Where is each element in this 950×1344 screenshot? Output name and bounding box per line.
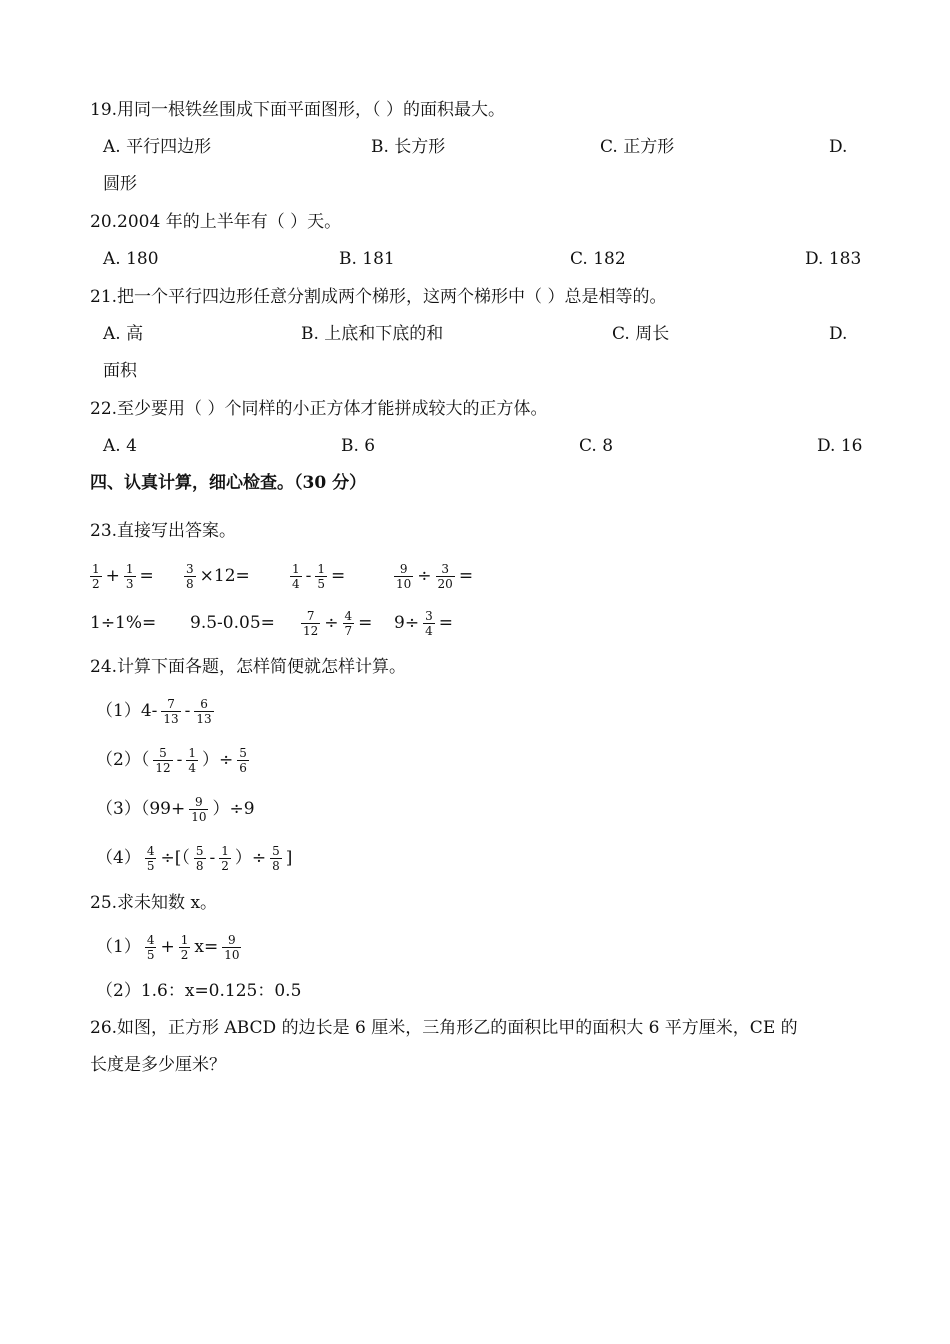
q25-part1: （1） $\frac{4}{5}$ + $\frac{1}{2}$ x= $\frac{9}{10}$ [96, 933, 240, 962]
q20-stem: 20.2004 年的上半年有（ ）天。 [90, 212, 342, 232]
q24-part4: （4） $\frac{4}{5}$ ÷[（ $\frac{5}{8}$ - $\frac{1}{2}$ ）÷ $\frac{5}{8}$ ] [96, 844, 293, 873]
q26-text-line1: 26.如图，正方形 ABCD 的边长是 6 厘米，三角形乙的面积比甲的面积大 6 平方厘米，CE 的 [90, 1018, 798, 1038]
q22-option-a: A. 4 [103, 436, 137, 456]
q20-option-a: A. 180 [103, 249, 159, 269]
q21-option-a: A. 高 [103, 324, 144, 344]
q24-part3: （3）（99+ $\frac{9}{10}$ ）÷9 [96, 795, 255, 824]
q24-part2: （2）（ $\frac{5}{12}$ - $\frac{1}{4}$ ）÷ $\frac{5}{6}$ [96, 746, 247, 775]
q24-part1: （1）4- $\frac{7}{13}$ - $\frac{6}{13}$ [96, 697, 212, 726]
q20-option-c: C. 182 [570, 249, 626, 269]
q19-option-a: A. 平行四边形 [103, 137, 212, 157]
q23-row1-expr3: $\frac{1}{4}$ - $\frac{1}{5}$ = [292, 562, 346, 591]
section-title: 四、认真计算，细心检查。（30 分） [90, 473, 367, 493]
q21-option-c: C. 周长 [612, 324, 670, 344]
q22-option-d: D. 16 [817, 436, 863, 456]
q23-row1-expr1: $\frac{1}{2}$ + $\frac{1}{3}$ = [92, 562, 154, 591]
q20-option-b: B. 181 [339, 249, 395, 269]
q23-row1-expr2: $\frac{3}{8}$ ×12= [186, 562, 250, 591]
q20-option-d: D. 183 [805, 249, 862, 269]
q23-row2-expr2: 9.5-0.05= [190, 613, 275, 633]
q21-option-d: D. [829, 324, 848, 344]
q21-option-d-text: 面积 [103, 361, 137, 381]
q22-option-b: B. 6 [341, 436, 376, 456]
q21-stem: 21.把一个平行四边形任意分割成两个梯形，这两个梯形中（ ）总是相等的。 [90, 287, 667, 307]
q19-option-b: B. 长方形 [371, 137, 446, 157]
q19-stem: 19.用同一根铁丝围成下面平面图形，（ ）的面积最大。 [90, 100, 505, 120]
q26-text-line2: 长度是多少厘米？ [90, 1055, 226, 1075]
q23-row1-expr4: $\frac{9}{10}$ ÷ $\frac{3}{20}$ = [396, 562, 474, 591]
q22-option-c: C. 8 [579, 436, 614, 456]
q25-part2: （2）1.6：x=0.125：0.5 [96, 981, 302, 1001]
q23-stem: 23.直接写出答案。 [90, 521, 237, 541]
q19-option-d: D. [829, 137, 848, 157]
q19-option-c: C. 正方形 [600, 137, 675, 157]
q25-stem: 25.求未知数 x。 [90, 893, 218, 913]
q22-stem: 22.至少要用（ ）个同样的小正方体才能拼成较大的正方体。 [90, 399, 548, 419]
q23-row2-expr3: $\frac{7}{12}$ ÷ $\frac{4}{7}$ = [303, 609, 373, 638]
q23-row2-expr4: 9÷ $\frac{3}{4}$ = [394, 609, 453, 638]
q23-row2-expr1: 1÷1%= [90, 613, 157, 633]
q21-option-b: B. 上底和下底的和 [301, 324, 444, 344]
q19-option-d-text: 圆形 [103, 174, 137, 194]
q24-stem: 24.计算下面各题，怎样简便就怎样计算。 [90, 657, 407, 677]
